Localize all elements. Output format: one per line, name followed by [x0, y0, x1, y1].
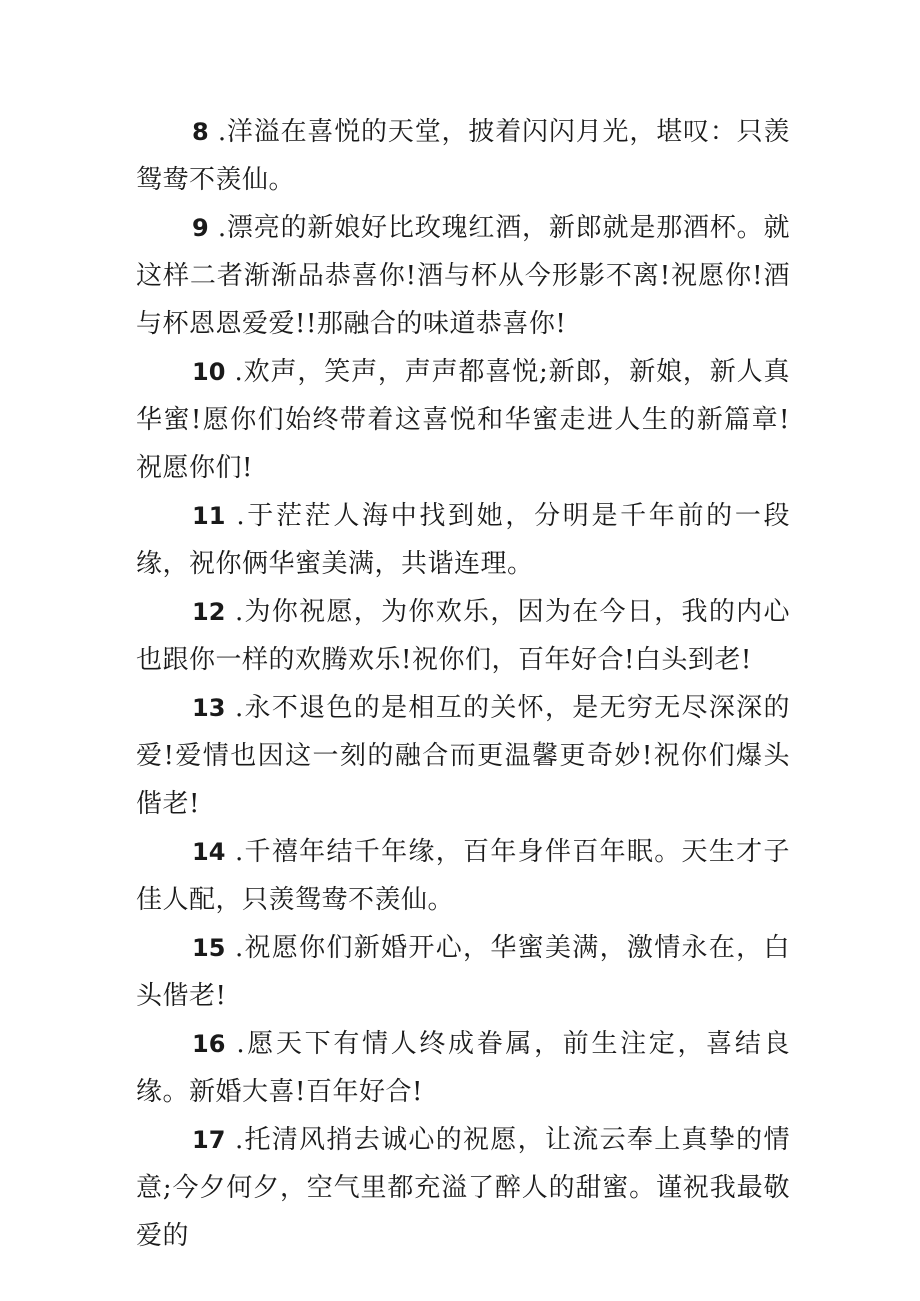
list-item — [136, 684, 790, 828]
list-item — [136, 828, 790, 924]
item-text: .愿天下有情人终成眷属，前生注定，喜结良缘。新婚大喜!百年好合! — [136, 1029, 791, 1107]
item-number: 16 — [192, 1030, 226, 1058]
item-text: .托清风捎去诚心的祝愿，让流云奉上真挚的情意;今夕何夕，空气里都充溢了醉人的甜蜜。谨祝我最敬爱的 — [136, 1125, 790, 1251]
item-text: .欢声，笑声，声声都喜悦;新郎，新娘，新人真华蜜!愿你们始终带着这喜悦和华蜜走进人生的新篇章!祝愿你们! — [136, 357, 790, 483]
item-text: .千禧年结千年缘，百年身伴百年眠。天生才子佳人配，只羡鸳鸯不羡仙。 — [136, 837, 790, 915]
list-item — [136, 492, 790, 588]
document-body — [136, 108, 790, 1260]
item-text: .祝愿你们新婚开心，华蜜美满，激情永在，白头偕老! — [136, 933, 790, 1011]
list-item — [136, 1020, 790, 1116]
item-number: 9 — [192, 214, 209, 242]
item-text: .为你祝愿，为你欢乐，因为在今日，我的内心也跟你一样的欢腾欢乐!祝你们，百年好合!白头到老! — [136, 597, 790, 675]
item-number: 12 — [192, 598, 226, 626]
item-number: 13 — [192, 694, 226, 722]
item-number: 17 — [192, 1126, 226, 1154]
item-number: 15 — [192, 934, 226, 962]
item-number: 8 — [192, 118, 209, 146]
list-item — [136, 108, 790, 204]
item-number: 11 — [192, 502, 226, 530]
item-text: .洋溢在喜悦的天堂，披着闪闪月光，堪叹：只羡鸳鸯不羡仙。 — [136, 117, 791, 195]
list-item — [136, 348, 790, 492]
item-number: 10 — [192, 358, 226, 386]
list-item — [136, 1116, 790, 1260]
list-item — [136, 588, 790, 684]
item-text: .漂亮的新娘好比玫瑰红酒，新郎就是那酒杯。就这样二者渐渐品恭喜你!酒与杯从今形影不离!祝愿你!酒与杯恩恩爱爱!!那融合的味道恭喜你! — [136, 213, 791, 339]
item-number: 14 — [192, 838, 226, 866]
item-text: .于茫茫人海中找到她，分明是千年前的一段缘，祝你俩华蜜美满，共谐连理。 — [136, 501, 791, 579]
list-item — [136, 924, 790, 1020]
item-text: .永不退色的是相互的关怀，是无穷无尽深深的爱!爱情也因这一刻的融合而更温馨更奇妙!祝你们爆头偕老! — [136, 693, 790, 819]
list-item — [136, 204, 790, 348]
